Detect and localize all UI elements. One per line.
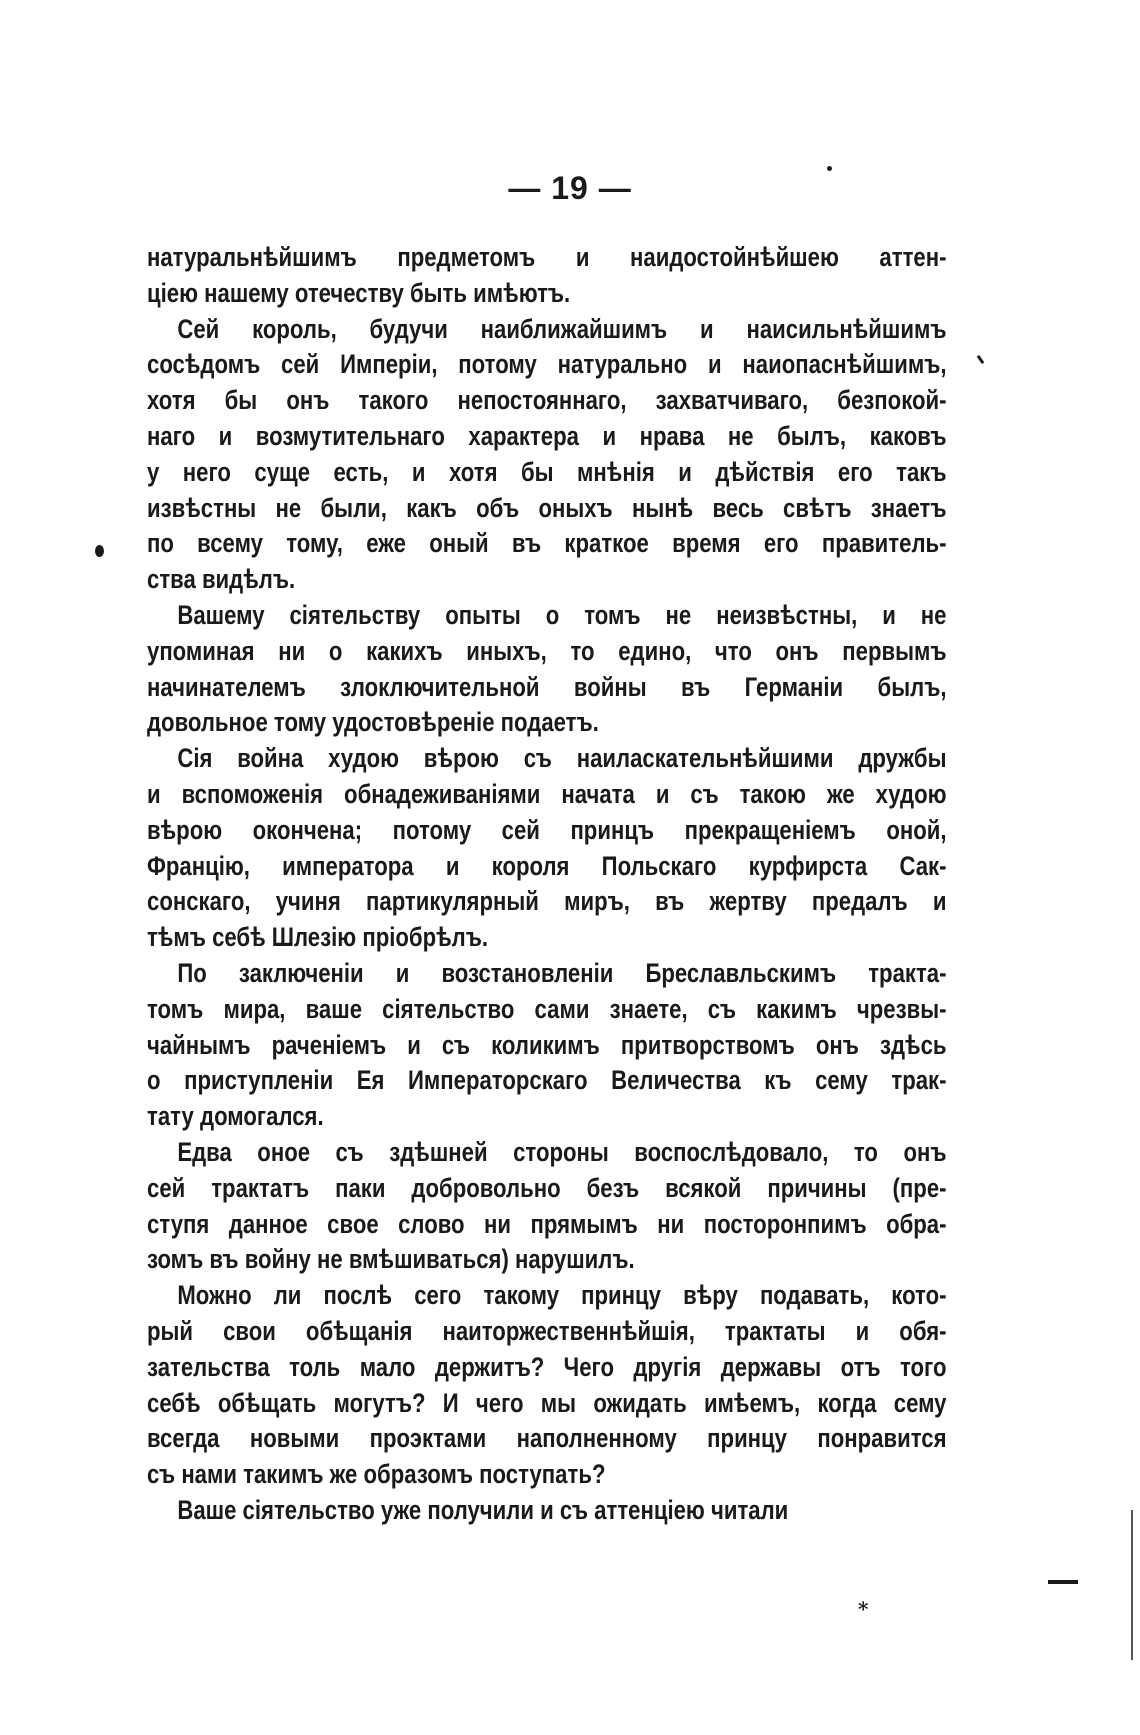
text-line: ступя данное свое слово ни прямымъ ни посторонпимъ обра- xyxy=(147,1208,947,1239)
page-number: — 19 — xyxy=(508,170,632,206)
text-line: По заключеніи и возстановленіи Бреславльскимъ тракта- xyxy=(177,957,947,988)
text-line: ства видѣлъ. xyxy=(147,564,296,595)
text-line: Ваше сіятельство уже получили и съ аттенціею читали xyxy=(177,1494,789,1525)
text-line: всегда новыми проэктами наполненному принцу понравится xyxy=(147,1423,947,1454)
text-line: ціею нашему отечеству быть имѣютъ. xyxy=(147,277,571,308)
body-text xyxy=(147,240,947,1529)
text-line: натуральнѣйшимъ предметомъ и наидостойнѣйшею аттен- xyxy=(147,242,947,272)
paragraph xyxy=(147,240,947,312)
text-line: извѣстны не были, какъ объ оныхъ нынѣ весь свѣтъ знаетъ xyxy=(147,492,947,523)
text-line: начинателемъ злоключительной войны въ Германіи былъ, xyxy=(147,671,947,702)
margin-bullet-mark xyxy=(95,545,104,557)
paragraph xyxy=(147,1135,947,1278)
text-line: Сей король, будучи наиближайшимъ и наисильнѣйшимъ xyxy=(177,313,947,344)
margin-dash-mark xyxy=(1048,1580,1078,1584)
paragraph xyxy=(147,598,947,741)
ink-speck xyxy=(827,166,832,171)
text-line: съ нами такимъ же образомъ поступать? xyxy=(147,1459,606,1490)
paragraph xyxy=(147,956,947,1135)
text-line: Вашему сіятельству опыты о томъ не неизвѣстны, и не xyxy=(177,599,947,630)
paragraph xyxy=(147,1278,947,1493)
text-line: себѣ обѣщать могутъ? И чего мы ожидать имѣемъ, когда сему xyxy=(147,1387,947,1418)
text-line: томъ мира, ваше сіятельство сами знаете, съ какимъ чрезвы- xyxy=(147,993,947,1024)
text-line: зомъ въ войну не вмѣшиваться) нарушилъ. xyxy=(147,1244,635,1275)
text-line: сонскаго, учиня партикулярный миръ, въ жертву предалъ и xyxy=(147,886,947,917)
paragraph xyxy=(147,312,947,598)
text-line: тѣмъ себѣ Шлезію пріобрѣлъ. xyxy=(147,922,489,953)
text-line: Можно ли послѣ сего такому принцу вѣру подавать, кото- xyxy=(177,1280,947,1311)
text-line: хотя бы онъ такого непостояннаго, захватчиваго, безпокой- xyxy=(147,385,947,416)
paragraph xyxy=(147,741,947,956)
page-edge-line xyxy=(1131,1510,1133,1660)
text-line: зательства толь мало держитъ? Чего другія державы отъ того xyxy=(147,1351,947,1382)
text-line: вѣрою окончена; потому сей принцъ прекращеніемъ оной, xyxy=(147,814,947,845)
asterisk-mark: * xyxy=(858,1597,869,1621)
text-line: у него суще есть, и хотя бы мнѣнія и дѣйствія его такъ xyxy=(147,456,947,487)
margin-tick-mark xyxy=(977,355,985,364)
text-line: по всему тому, еже оный въ краткое время его правитель- xyxy=(147,528,947,559)
text-line: Сія война худою вѣрою съ наиласкательнѣйшими дружбы xyxy=(177,743,947,774)
text-line: рый свои обѣщанія наиторжественнѣйшія, трактаты и обя- xyxy=(147,1315,947,1346)
text-line: о приступленіи Ея Императорскаго Величества къ сему трак- xyxy=(147,1065,947,1096)
text-line: упоминая ни о какихъ иныхъ, то едино, что онъ первымъ xyxy=(147,635,947,666)
text-line: тату домогался. xyxy=(147,1101,324,1132)
text-line: сосѣдомъ сей Имперіи, потому натурально и наиопаснѣйшимъ, xyxy=(147,349,947,380)
paragraph xyxy=(147,1493,947,1529)
text-line: и вспоможенія обнадеживаніями начата и съ такою же худою xyxy=(147,778,947,809)
text-line: сей трактатъ паки добровольно безъ всякой причины (пре- xyxy=(147,1172,947,1203)
text-line: довольное тому удостовѣреніе подаетъ. xyxy=(147,707,599,738)
text-line: Едва оное съ здѣшней стороны воспослѣдовало, то онъ xyxy=(177,1136,947,1167)
text-line: Францію, императора и короля Польскаго курфирста Сак- xyxy=(147,850,947,881)
text-line: чайнымъ раченіемъ и съ коликимъ притворствомъ онъ здѣсь xyxy=(147,1029,947,1060)
text-line: наго и возмутительнаго характера и нрава не былъ, каковъ xyxy=(147,420,947,451)
